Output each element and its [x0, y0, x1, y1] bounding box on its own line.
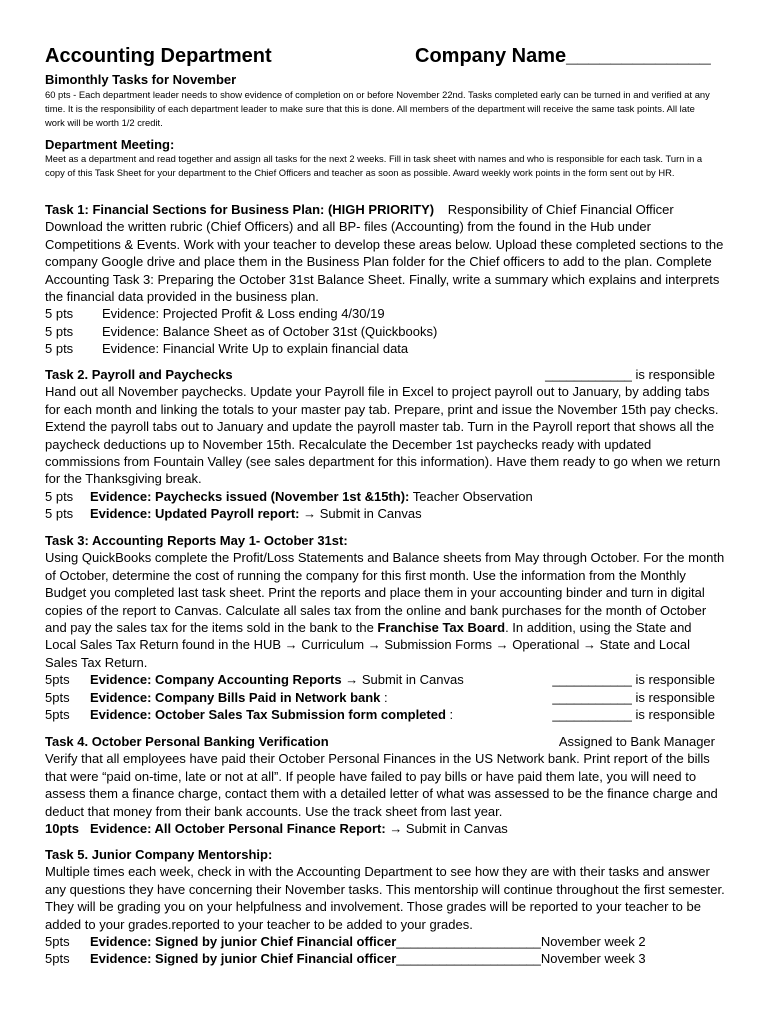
task-1-responsibility: Responsibility of Chief Financial Officer — [447, 202, 674, 217]
task-1-evidence-row: 5 pts Evidence: Balance Sheet as of October 31st (Quickbooks) — [45, 323, 438, 339]
task-1-title: Task 1: Financial Sections for Business Plan: (HIGH PRIORITY) — [45, 202, 435, 217]
task-5-text: Multiple times each week, check in with the Accounting Department to see how they are with their tasks and answer any questions they have concerning their November tasks. This mentorship will continue throughout the first semester. They will be grading you on your helpfulness and involvement. Those grades will be reported to your teacher to be added to your grades.reported to your teacher to be added to your grades. — [45, 864, 725, 932]
task-2-responsible: ____________ is responsible — [545, 367, 715, 382]
document-subtitle: Bimonthly Tasks for November — [45, 72, 237, 87]
task-5-evidence-row: 5pts Evidence: Signed by junior Chief Financial officer____________________November week 2 — [45, 934, 646, 950]
department-title: Accounting Department — [45, 45, 272, 67]
task-3-section — [45, 532, 725, 723]
task-5-section — [45, 846, 725, 968]
task-1-evidence-row: 5 pts Evidence: Financial Write Up to explain financial data — [45, 341, 409, 357]
task-4-title-line — [45, 733, 725, 750]
task-3-evidence-row: 5pts Evidence: Company Bills Paid in Network bank : ___________ is responsible — [45, 689, 715, 705]
task-4-title: Task 4. October Personal Banking Verification — [45, 734, 329, 749]
task-3-evidence-row: 5pts Evidence: October Sales Tax Submission form completed : ___________ is responsible — [45, 707, 715, 723]
company-name-field: Company Name_____________ — [415, 45, 711, 67]
task-3-text: Using QuickBooks complete the Profit/Loss Statements and Balance sheets from May through October. For the month of October, determine the cost of running the company for this first month. Use the information from the Monthly Budget you completed last task sheet. Print the reports and place them in your accounting binder and turn in digital copies of the report to Canvas. Calculate all sales tax from the online and bank purchases for the month of October and pay the sales tax for the items sold in the bank to the Franchise Tax Board. In addition, using the State and Local Sales Tax Return found in the HUB → Curriculum → Submission Forms → Operational → State and Local Sales Tax Return. — [45, 550, 725, 670]
task-4-assigned: Assigned to Bank Manager — [558, 734, 715, 749]
intro-text: 60 pts - Each department leader needs to show evidence of completion on or before November 22nd. Tasks completed early can be turned in and verified at any time. It is the responsibility of each department leader to make sure that this is done. All members of the department will receive the same task points. All late work will be worth 1/2 credit. — [45, 89, 710, 128]
task-3-title-line — [45, 532, 725, 549]
task-3-evidence-row: 5pts Evidence: Company Accounting Reports → Submit in Canvas ___________ is responsible — [45, 672, 715, 688]
task-1-title-line — [45, 201, 725, 218]
task-4-section — [45, 733, 725, 837]
meeting-heading: Department Meeting: — [45, 137, 175, 152]
document-header — [45, 45, 715, 75]
task-3-title: Task 3: Accounting Reports May 1- October 31st: — [45, 533, 348, 548]
task-5-evidence-row: 5pts Evidence: Signed by junior Chief Financial officer____________________November week 3 — [45, 951, 646, 967]
task-2-title-line — [45, 366, 725, 383]
task-4-evidence-row: 10pts Evidence: All October Personal Finance Report: → Submit in Canvas — [45, 821, 508, 837]
task-2-section — [45, 366, 725, 523]
task-2-evidence-row: 5 pts Evidence: Updated Payroll report: → Submit in Canvas — [45, 506, 422, 522]
meeting-text: Meet as a department and read together and assign all tasks for the next 2 weeks. Fill in task sheet with names and who is responsible for each task. Turn in a copy of this Task Sheet for your department to the Chief Officers and teacher as soon as possible. Award weekly work points in the form sent out by HR. — [45, 153, 703, 178]
task-1-section — [45, 201, 725, 358]
task-4-text: Verify that all employees have paid their October Personal Finances in the US Network bank. Print report of the bills that were “paid on-time, late or not at all”. If people have failed to pay bills or have paid them late, you will need to assess them a finance charge, contact them with a detailed letter of what was assessed to be the finance charge and deduct that money from their bank accounts. Use the track sheet from last year. — [45, 751, 718, 819]
task-1-text: Download the written rubric (Chief Officers) and all BP- files (Accounting) from the found in the Hub under Competitions & Events. Work with your teacher to develop these areas below. Upload these completed sections to the company Google drive and place them in the Business Plan folder for the Chief officers to add to the plan. Complete Accounting Task 3: Preparing the October 31st Balance Sheet. Finally, write a summary which explains and interprets the financial data provided in the business plan. — [45, 219, 724, 305]
task-5-title-line — [45, 846, 725, 863]
task-5-title: Task 5. Junior Company Mentorship: — [45, 847, 273, 862]
task-2-evidence-row: 5 pts Evidence: Paychecks issued (November 1st &15th): Teacher Observation — [45, 488, 533, 504]
task-2-title: Task 2. Payroll and Paychecks — [45, 367, 233, 382]
task-2-text: Hand out all November paychecks. Update your Payroll file in Excel to project payroll out to January, by adding tabs for each month and linking the totals to your master pay tab. Prepare, print and issue the November 15th pay checks. Extend the payroll tabs out to January and update the payroll master tab. Turn in the Payroll report that shows all the paycheck deductions up to November 15th. Recalculate the December 1st paychecks ready with updated commissions from Fountain Valley (see sales department for this information). Have them ready to go when we return for the Thanksgiving break. — [45, 384, 721, 487]
task-1-evidence-row: 5 pts Evidence: Projected Profit & Loss ending 4/30/19 — [45, 306, 385, 322]
